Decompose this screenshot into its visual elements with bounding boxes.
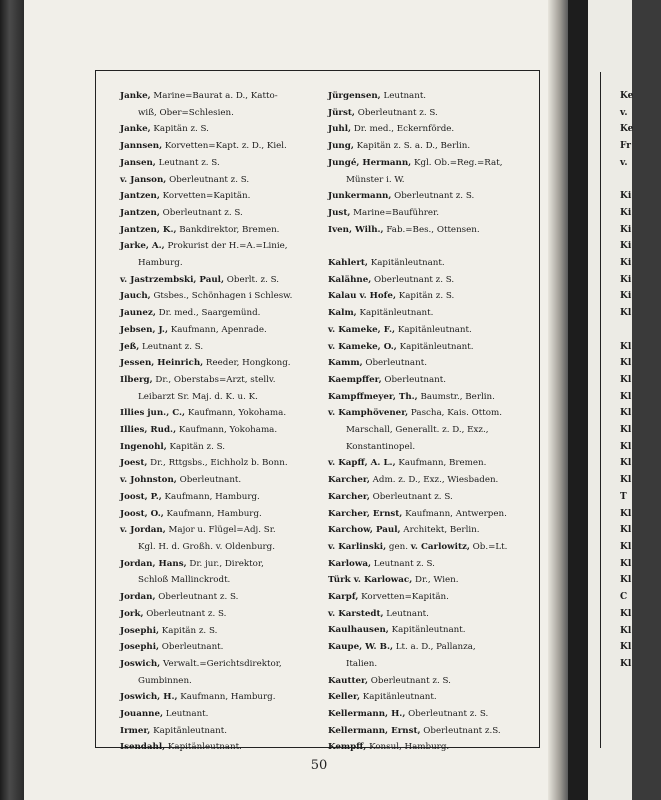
- entry-name: v. Jastrzembski, Paul,: [120, 274, 224, 285]
- entry-details: Lt. a. D., Pallanza,: [393, 642, 476, 653]
- page-edge-shadow: [548, 0, 568, 800]
- right-page-entry-fragment: Ke: [620, 91, 634, 101]
- entry-details: Kapitänleutnant.: [165, 742, 242, 753]
- right-page-entry-fragment: Kl: [620, 358, 632, 369]
- entry-name: Kautter,: [328, 675, 369, 686]
- entry-name: v. Karstedt,: [328, 608, 384, 619]
- entry-details: Kaufmann, Hamburg.: [177, 692, 276, 703]
- entry-details: Leutnant z. S.: [139, 341, 204, 352]
- right-page-entry-fragment: T: [620, 491, 627, 502]
- entry-details: Kapitänleutnant.: [367, 258, 445, 269]
- entry-details: Oberleutnant z. S.: [405, 709, 489, 719]
- entry-details: Adm. z. D., Exz., Wiesbaden.: [369, 475, 499, 486]
- directory-entry: [120, 623, 335, 640]
- entry-name: Kellermann, H.,: [328, 709, 406, 719]
- entry-name: v. Karlinski,: [328, 541, 387, 552]
- entry-text: wiß, Ober=Schlesien.: [138, 107, 234, 118]
- entry-name: Ingenohl,: [120, 441, 167, 452]
- directory-entry: [120, 339, 335, 356]
- entry-continuation: [328, 422, 533, 439]
- entry-name: v. Jordan,: [120, 525, 166, 536]
- directory-entry: [120, 405, 335, 422]
- entry-name: Jessen, Heinrich,: [120, 358, 204, 369]
- entry-continuation: [120, 255, 335, 272]
- entry-name: Jungé, Hermann,: [328, 157, 412, 168]
- directory-entry: [120, 639, 335, 656]
- entry-name: Jantzen, K.,: [120, 224, 177, 235]
- entry-name: Illies, Rud.,: [120, 425, 177, 436]
- directory-entry: [120, 606, 335, 623]
- entry-details: Korvetten=Kapitän.: [358, 592, 449, 603]
- directory-entry: [120, 506, 335, 523]
- right-page-entry-fragment: Fr: [620, 141, 631, 152]
- entry-name: Jantzen,: [120, 191, 160, 202]
- directory-entry: [328, 556, 533, 573]
- directory-entry: [328, 105, 533, 122]
- entry-details: Kaufmann, Bremen.: [395, 458, 487, 469]
- right-page-entry-fragment: Kl: [620, 575, 632, 586]
- directory-entry: [328, 572, 533, 589]
- right-page-entry-fragment: Ke: [620, 124, 634, 135]
- entry-name: Josephi,: [120, 625, 160, 636]
- directory-entry: [120, 522, 335, 539]
- directory-entry: [120, 472, 335, 489]
- entry-details: gen.: [386, 541, 411, 552]
- directory-entry: [328, 205, 533, 222]
- entry-name: Jork,: [120, 608, 144, 619]
- left-column: [120, 88, 335, 756]
- entry-details: Dr. med., Eckernförde.: [351, 124, 455, 135]
- entry-name: v. Carlowitz,: [410, 541, 470, 552]
- right-page-entry-fragment: [620, 322, 633, 339]
- right-page-entry-fragment: Ki: [620, 207, 632, 218]
- entry-details: Oberleutnant.: [362, 358, 427, 369]
- directory-entry: [328, 723, 533, 740]
- entry-name: Joswich, H.,: [120, 692, 178, 703]
- entry-name: Just,: [328, 207, 351, 218]
- directory-entry: [120, 88, 335, 105]
- directory-entry: [120, 439, 335, 456]
- entry-details: Kaufmann, Antwerpen.: [402, 508, 507, 519]
- entry-name: Ilberg,: [120, 374, 153, 385]
- entry-details: Kapitänleutnant.: [395, 324, 472, 335]
- right-page-entry-fragment: Kl: [620, 458, 632, 469]
- entry-details: Kapitän z. S.: [150, 124, 209, 135]
- entry-name: Joost, P.,: [120, 491, 162, 502]
- directory-entry: [328, 739, 533, 756]
- entry-name: Irmer,: [120, 725, 151, 736]
- entry-details: Oberleutnant z. S.: [354, 107, 438, 118]
- directory-entry: [328, 255, 533, 272]
- entry-text: Gumbinnen.: [138, 675, 192, 686]
- entry-text: Leibarzt Sr. Maj. d. K. u. K.: [138, 391, 258, 402]
- directory-entry: [328, 706, 533, 723]
- right-page-entry-fragment: Kl: [620, 608, 632, 619]
- entry-name: Jordan,: [120, 592, 156, 603]
- entry-details: Oberleutnant z. S.: [371, 274, 455, 285]
- right-page-entry-fragment: Kl: [620, 508, 632, 519]
- right-page-entry-fragment: Kl: [620, 541, 632, 552]
- entry-name: Joest,: [120, 458, 148, 469]
- entry-name: v. Kameke, F.,: [328, 324, 396, 335]
- entry-name: Karlowa,: [328, 558, 371, 569]
- entry-name: Kamm,: [328, 358, 363, 369]
- entry-text: Schloß Mallinckrodt.: [138, 575, 231, 586]
- entry-name: Keller,: [328, 692, 360, 703]
- entry-continuation: [120, 572, 335, 589]
- right-page-entry-fragment: Kl: [620, 308, 632, 319]
- entry-continuation: [120, 105, 335, 122]
- directory-entry: [328, 539, 533, 556]
- entry-details: Kaufmann, Yokohama.: [176, 425, 278, 436]
- directory-entry: [328, 589, 533, 606]
- entry-details: Kaufmann, Yokohama.: [185, 408, 287, 419]
- directory-entry: [120, 322, 335, 339]
- directory-entry: [328, 355, 533, 372]
- directory-entry: [120, 656, 335, 673]
- entry-name: Kampffmeyer, Th.,: [328, 391, 418, 402]
- entry-continuation: [328, 172, 533, 189]
- entry-name: Kalm,: [328, 308, 357, 319]
- entry-name: Josephi,: [120, 642, 160, 653]
- entry-name: v. Kapff, A. L.,: [328, 458, 396, 469]
- directory-entry: [120, 723, 335, 740]
- entry-name: Karchow, Paul,: [328, 525, 401, 536]
- entry-details: Leutnant z. S.: [370, 558, 435, 569]
- entry-text: Kgl. H. d. Großh. v. Oldenburg.: [138, 541, 276, 552]
- directory-entry: [120, 706, 335, 723]
- entry-details: Oberlt. z. S.: [224, 274, 280, 285]
- directory-entry: [120, 238, 335, 255]
- right-page-entry-fragment: Kl: [620, 425, 632, 436]
- directory-entry: [120, 155, 335, 172]
- entry-name: Jürgensen,: [328, 91, 381, 101]
- directory-entry: [120, 188, 335, 205]
- directory-entry: [328, 138, 533, 155]
- entry-name: Isendahl,: [120, 742, 166, 753]
- entry-name: v. Johnston,: [120, 475, 177, 486]
- entry-details: Reeder, Hongkong.: [203, 358, 291, 369]
- entry-continuation: [120, 673, 335, 690]
- right-page-entry-fragment: Kl: [620, 341, 632, 352]
- right-page-entry-fragment: Kl: [620, 625, 632, 636]
- entry-details: Oberleutnant z. S.: [368, 675, 451, 686]
- directory-entry: [120, 589, 335, 606]
- directory-entry: [120, 489, 335, 506]
- directory-entry: [328, 472, 533, 489]
- right-page-entry-fragment: Kl: [620, 658, 632, 669]
- entry-details: Kapitänleutnant.: [150, 725, 228, 736]
- directory-entry: [120, 556, 335, 573]
- page-number: 50: [310, 758, 328, 773]
- entry-text: Münster i. W.: [346, 174, 405, 185]
- directory-entry: [328, 673, 533, 690]
- entry-name: Jantzen,: [120, 207, 160, 218]
- entry-details: Dr., Rttgsbs., Eichholz b. Bonn.: [147, 458, 288, 469]
- entry-details: Oberleutnant z. S.: [143, 608, 227, 619]
- entry-details: Architekt, Berlin.: [400, 525, 480, 536]
- directory-entry: [328, 606, 533, 623]
- entry-details: Korvetten=Kapitän.: [159, 191, 251, 202]
- directory-entry: [328, 405, 533, 422]
- entry-name: Kaulhausen,: [328, 625, 389, 636]
- directory-entry: [328, 506, 533, 523]
- directory-entry: [120, 121, 335, 138]
- entry-name: Jürst,: [328, 107, 355, 118]
- directory-entry: [328, 288, 533, 305]
- right-page-entry-fragment: Kl: [620, 558, 632, 569]
- right-page-entry-fragment: C: [620, 592, 628, 603]
- entry-name: Kaupe, W. B.,: [328, 642, 393, 653]
- entry-name: Joswich,: [120, 658, 161, 669]
- directory-entry: [328, 639, 533, 656]
- entry-name: Iven, Wilh.,: [328, 224, 384, 235]
- entry-details: Konsul, Hamburg.: [366, 742, 450, 753]
- entry-continuation: [328, 439, 533, 456]
- entry-details: Oberleutnant.: [176, 475, 242, 486]
- entry-name: Joost, O.,: [120, 508, 164, 519]
- entry-continuation: [120, 539, 335, 556]
- directory-entry: [120, 455, 335, 472]
- entry-details: Pascha, Kais. Ottom.: [408, 408, 502, 419]
- entry-details: Oberleutnant z. S.: [159, 207, 243, 218]
- entry-details: Kapitän z. S.: [166, 441, 226, 452]
- entry-details: Dr., Oberstabs=Arzt, stellv.: [152, 374, 276, 385]
- entry-name: Türk v. Karlowac,: [328, 575, 413, 586]
- directory-entry: [120, 222, 335, 239]
- entry-details: Kapitänleutnant.: [388, 625, 466, 636]
- directory-entry: [328, 339, 533, 356]
- entry-details: Kaufmann, Hamburg.: [163, 508, 262, 519]
- directory-entry: [328, 622, 533, 639]
- directory-entry: [328, 88, 533, 105]
- directory-entry: [328, 689, 533, 706]
- entry-details: Oberleutnant.: [159, 642, 224, 653]
- book-spine: [0, 0, 24, 800]
- entry-name: Karpf,: [328, 592, 359, 603]
- entry-name: Jannsen,: [120, 141, 163, 152]
- entry-details: Dr. med., Saargemünd.: [155, 308, 261, 319]
- right-page-entry-fragment: Ki: [620, 258, 632, 269]
- entry-details: Marine=Bauführer.: [350, 207, 439, 218]
- directory-entry: [328, 489, 533, 506]
- right-page-column: [620, 88, 633, 673]
- directory-entry: [120, 305, 335, 322]
- right-page-entry-fragment: Kl: [620, 441, 632, 452]
- directory-entry: [328, 522, 533, 539]
- directory-entry: [328, 372, 533, 389]
- entry-details: Leutnant.: [380, 91, 427, 101]
- entry-name: Janke,: [120, 91, 151, 101]
- entry-details: Marine=Baurat a. D., Katto-: [150, 91, 278, 101]
- right-page-entry-fragment: Ki: [620, 274, 632, 285]
- entry-name: v. Kameke, O.,: [328, 341, 397, 352]
- entry-details: Oberleutnant.: [381, 374, 446, 385]
- right-page-entry-fragment: [620, 172, 633, 189]
- entry-details: Kgl. Ob.=Reg.=Rat,: [411, 157, 503, 168]
- entry-details: Oberleutnant z. S.: [155, 592, 239, 603]
- right-page-entry-fragment: Kl: [620, 525, 632, 536]
- entry-name: Jaunez,: [120, 308, 156, 319]
- right-page-entry-fragment: Ki: [620, 191, 632, 202]
- directory-entry: [120, 272, 335, 289]
- book-gutter: [568, 0, 588, 800]
- right-page-entry-fragment: Ki: [620, 291, 632, 302]
- entry-text: Konstantinopel.: [346, 441, 416, 452]
- directory-entry: [328, 222, 533, 239]
- entry-name: Karcher,: [328, 475, 370, 486]
- entry-name: Jarke, A.,: [120, 241, 165, 252]
- directory-entry: [120, 422, 335, 439]
- entry-details: Bankdirektor, Bremen.: [176, 224, 280, 235]
- entry-name: Jebsen, J.,: [120, 324, 168, 335]
- entry-name: Jung,: [328, 141, 354, 152]
- entry-details: Kapitän z. S. a. D., Berlin.: [353, 141, 471, 152]
- entry-details: Fab.=Bes., Ottensen.: [383, 224, 480, 235]
- entry-name: Kaempffer,: [328, 374, 382, 385]
- entry-details: Dr., Wien.: [412, 575, 459, 586]
- entry-details: Leutnant.: [163, 709, 209, 720]
- entry-details: Leutnant.: [383, 608, 429, 619]
- entry-name: Kahlert,: [328, 258, 368, 269]
- entry-text: Italien.: [346, 658, 378, 669]
- entry-text: Marschall, Generallt. z. D., Exz.,: [346, 425, 489, 436]
- directory-entry: [328, 188, 533, 205]
- entry-details: Oberleutnant z. S.: [166, 174, 250, 185]
- directory-entry: [328, 155, 533, 172]
- directory-entry: [328, 389, 533, 406]
- entry-name: Illies jun., C.,: [120, 408, 186, 419]
- entry-details: Kaufmann, Apenrade.: [167, 324, 267, 335]
- entry-name: Kalähne,: [328, 274, 372, 285]
- directory-entry: [328, 305, 533, 322]
- directory-entry: [120, 288, 335, 305]
- directory-entry: [120, 372, 335, 389]
- entry-details: Kapitän z. S.: [395, 291, 455, 302]
- right-page-fragment: [588, 0, 632, 800]
- right-page-entry-fragment: Ki: [620, 224, 632, 235]
- entry-name: Jouanne,: [120, 709, 164, 720]
- entry-details: Kapitänleutnant.: [356, 308, 434, 319]
- entry-details: Kapitän z. S.: [159, 625, 218, 636]
- entry-name: Jauch,: [120, 291, 151, 302]
- directory-entry: [328, 455, 533, 472]
- right-page-entry-fragment: Ki: [620, 241, 632, 252]
- right-page-entry-fragment: Kl: [620, 374, 632, 385]
- entry-name: Kellermann, Ernst,: [328, 725, 421, 736]
- entry-text: Hamburg.: [138, 258, 183, 269]
- entry-details: Korvetten=Kapt. z. D., Kiel.: [162, 141, 287, 152]
- directory-entry: [120, 355, 335, 372]
- entry-details: Baumstr., Berlin.: [417, 391, 495, 402]
- directory-entry: [328, 322, 533, 339]
- right-column: [328, 88, 533, 756]
- directory-entry: [328, 121, 533, 138]
- directory-entry: [120, 172, 335, 189]
- right-page-entry-fragment: Kl: [620, 391, 632, 402]
- directory-entry: [120, 205, 335, 222]
- entry-details: Oberleutnant z. S.: [391, 191, 475, 202]
- entry-details: Ob.=Lt.: [469, 541, 508, 552]
- entry-details: Dr. jur., Direktor,: [186, 558, 264, 569]
- entry-name: Juhl,: [328, 124, 352, 135]
- entry-details: Major u. Flügel=Adj. Sr.: [165, 525, 276, 536]
- entry-name: Jordan, Hans,: [120, 558, 187, 569]
- right-page-entry-fragment: v.: [620, 107, 628, 118]
- entry-details: Kapitänleutnant.: [396, 341, 474, 352]
- entry-continuation: [120, 389, 335, 406]
- right-page-entry-fragment: Kl: [620, 475, 632, 486]
- entry-details: Verwalt.=Gerichtsdirektor,: [160, 658, 282, 669]
- directory-entry: [120, 739, 335, 756]
- directory-entry: [120, 138, 335, 155]
- entry-name: Kempff,: [328, 742, 367, 753]
- entry-name: Kalau v. Hofe,: [328, 291, 396, 302]
- directory-entry: [328, 272, 533, 289]
- entry-name: Jeß,: [120, 341, 140, 352]
- right-page-entry-fragment: Kl: [620, 408, 632, 419]
- entry-continuation: [328, 656, 533, 673]
- entry-name: v. Janson,: [120, 174, 167, 185]
- entry-name: Janke,: [120, 124, 151, 135]
- entry-details: Kaufmann, Hamburg.: [161, 491, 260, 502]
- right-page-entry-fragment: v.: [620, 157, 628, 168]
- entry-name: Junkermann,: [328, 191, 392, 202]
- entry-name: Karcher,: [328, 491, 370, 502]
- section-gap: [328, 238, 533, 255]
- right-page-entry-fragment: Kl: [620, 642, 632, 653]
- directory-entry: [120, 689, 335, 706]
- entry-details: Kapitänleutnant.: [359, 692, 437, 703]
- entry-details: Gtsbes., Schönhagen i Schlesw.: [150, 291, 293, 302]
- entry-name: Karcher, Ernst,: [328, 508, 403, 519]
- entry-name: Jansen,: [120, 157, 156, 168]
- entry-details: Oberleutnant z. S.: [369, 491, 453, 502]
- entry-details: Oberleutnant z.S.: [420, 725, 501, 736]
- entry-details: Leutnant z. S.: [155, 157, 220, 168]
- entry-details: Prokurist der H.=A.=Linie,: [164, 241, 288, 252]
- entry-name: v. Kamphövener,: [328, 408, 409, 419]
